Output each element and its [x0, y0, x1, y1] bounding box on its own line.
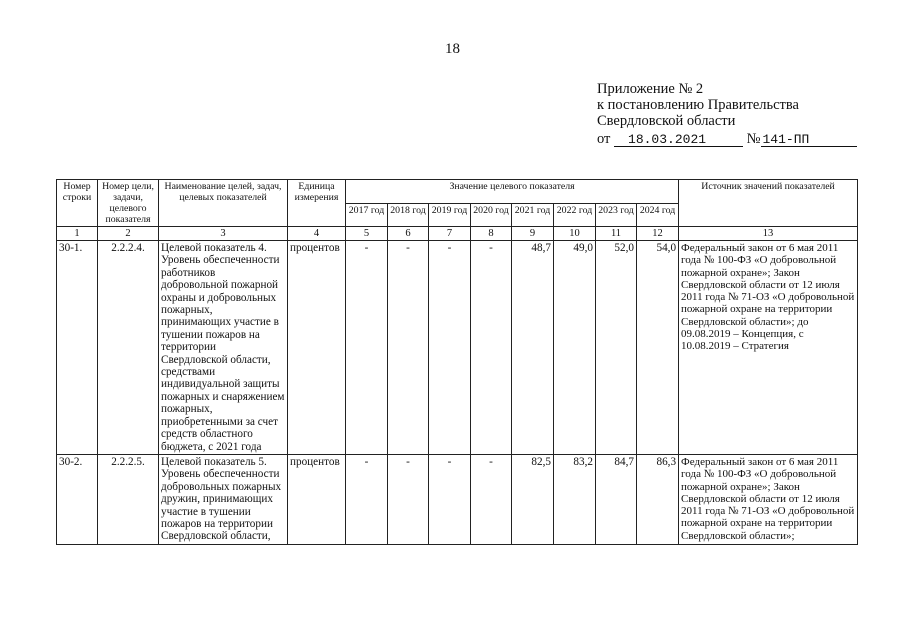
- header-year: 2018 год: [388, 203, 429, 227]
- header-row-number: Номер строки: [57, 180, 98, 227]
- unit: процентов: [288, 241, 346, 455]
- table-row: [57, 454, 858, 544]
- goal-number: 2.2.2.5.: [98, 454, 159, 544]
- decree-number: 141-ПП: [761, 133, 857, 147]
- header-year: 2022 год: [554, 203, 596, 227]
- value-2019: -: [429, 241, 471, 455]
- header-year: 2020 год: [471, 203, 512, 227]
- indicator-name: Целевой показатель 4. Уровень обеспеченности работников добровольной пожарной охраны и добровольных пожарных, принимающих участие в тушении пожаров на территории Свердловской области, средствами индивидуальной защиты пожарных и снаряжением пожарных, приобретенными за счет средств областного бюджета, с 2021 года: [159, 241, 288, 455]
- value-2023: 84,7: [596, 454, 637, 544]
- header-name: Наименование целей, задач, целевых показателей: [159, 180, 288, 227]
- header-year: 2023 год: [596, 203, 637, 227]
- value-2023: 52,0: [596, 241, 637, 455]
- column-number: 12: [637, 227, 679, 241]
- source-text: Федеральный закон от 6 мая 2011 года № 100-ФЗ «О добровольной пожарной охране»; Закон Свердловской области от 12 июля 2011 года № 71-ОЗ «О добровольной пожарной охране на территории Свердловской области»; до 09.08.2019 – Концепция, с 10.08.2019 – Стратегия: [679, 241, 858, 455]
- column-number-row: [57, 227, 858, 241]
- value-2020: -: [471, 241, 512, 455]
- header-value-group: Значение целевого показателя: [346, 180, 679, 204]
- row-number: 30-2.: [57, 454, 98, 544]
- header-goal-number: Номер цели, задачи, целевого показателя: [98, 180, 159, 227]
- decree-date: 18.03.2021: [614, 133, 743, 147]
- indicator-name: Целевой показатель 5. Уровень обеспеченности добровольных пожарных дружин, принимающих участие в тушении пожаров на территории Свердловской области,: [159, 454, 288, 544]
- column-number: 9: [512, 227, 554, 241]
- unit: процентов: [288, 454, 346, 544]
- source-text: Федеральный закон от 6 мая 2011 года № 100-ФЗ «О добровольной пожарной охране»; Закон Свердловской области от 12 июля 2011 года № 71-ОЗ «О добровольной пожарной охране на территории Свердловской области»;: [679, 454, 858, 544]
- column-number: 4: [288, 227, 346, 241]
- column-number: 8: [471, 227, 512, 241]
- page-number: 18: [445, 41, 460, 57]
- appendix-line-2: к постановлению Правительства: [597, 97, 799, 113]
- value-2022: 49,0: [554, 241, 596, 455]
- appendix-header: [597, 81, 799, 129]
- column-number: 1: [57, 227, 98, 241]
- value-2024: 54,0: [637, 241, 679, 455]
- value-2018: -: [388, 454, 429, 544]
- header-year: 2017 год: [346, 203, 388, 227]
- column-number: 11: [596, 227, 637, 241]
- column-number: 5: [346, 227, 388, 241]
- header-source: Источник значений показателей: [679, 180, 858, 227]
- column-number: 3: [159, 227, 288, 241]
- value-2019: -: [429, 454, 471, 544]
- appendix-title: Приложение № 2: [597, 81, 704, 97]
- goal-number: 2.2.2.4.: [98, 241, 159, 455]
- header-year: 2021 год: [512, 203, 554, 227]
- column-number: 10: [554, 227, 596, 241]
- header-year: 2024 год: [637, 203, 679, 227]
- column-number: 7: [429, 227, 471, 241]
- table-row: [57, 241, 858, 455]
- value-2022: 83,2: [554, 454, 596, 544]
- header-unit: Единица измерения: [288, 180, 346, 227]
- value-2024: 86,3: [637, 454, 679, 544]
- column-number: 13: [679, 227, 858, 241]
- header-row-1: [57, 180, 858, 204]
- from-label: от: [597, 131, 611, 147]
- value-2021: 82,5: [512, 454, 554, 544]
- decree-reference: [597, 131, 857, 148]
- value-2017: -: [346, 241, 388, 455]
- value-2018: -: [388, 241, 429, 455]
- value-2020: -: [471, 454, 512, 544]
- header-year: 2019 год: [429, 203, 471, 227]
- column-number: 2: [98, 227, 159, 241]
- column-number: 6: [388, 227, 429, 241]
- number-label: №: [746, 131, 761, 147]
- indicators-table: [56, 179, 858, 545]
- row-number: 30-1.: [57, 241, 98, 455]
- value-2017: -: [346, 454, 388, 544]
- appendix-line-3: Свердловской области: [597, 113, 736, 129]
- value-2021: 48,7: [512, 241, 554, 455]
